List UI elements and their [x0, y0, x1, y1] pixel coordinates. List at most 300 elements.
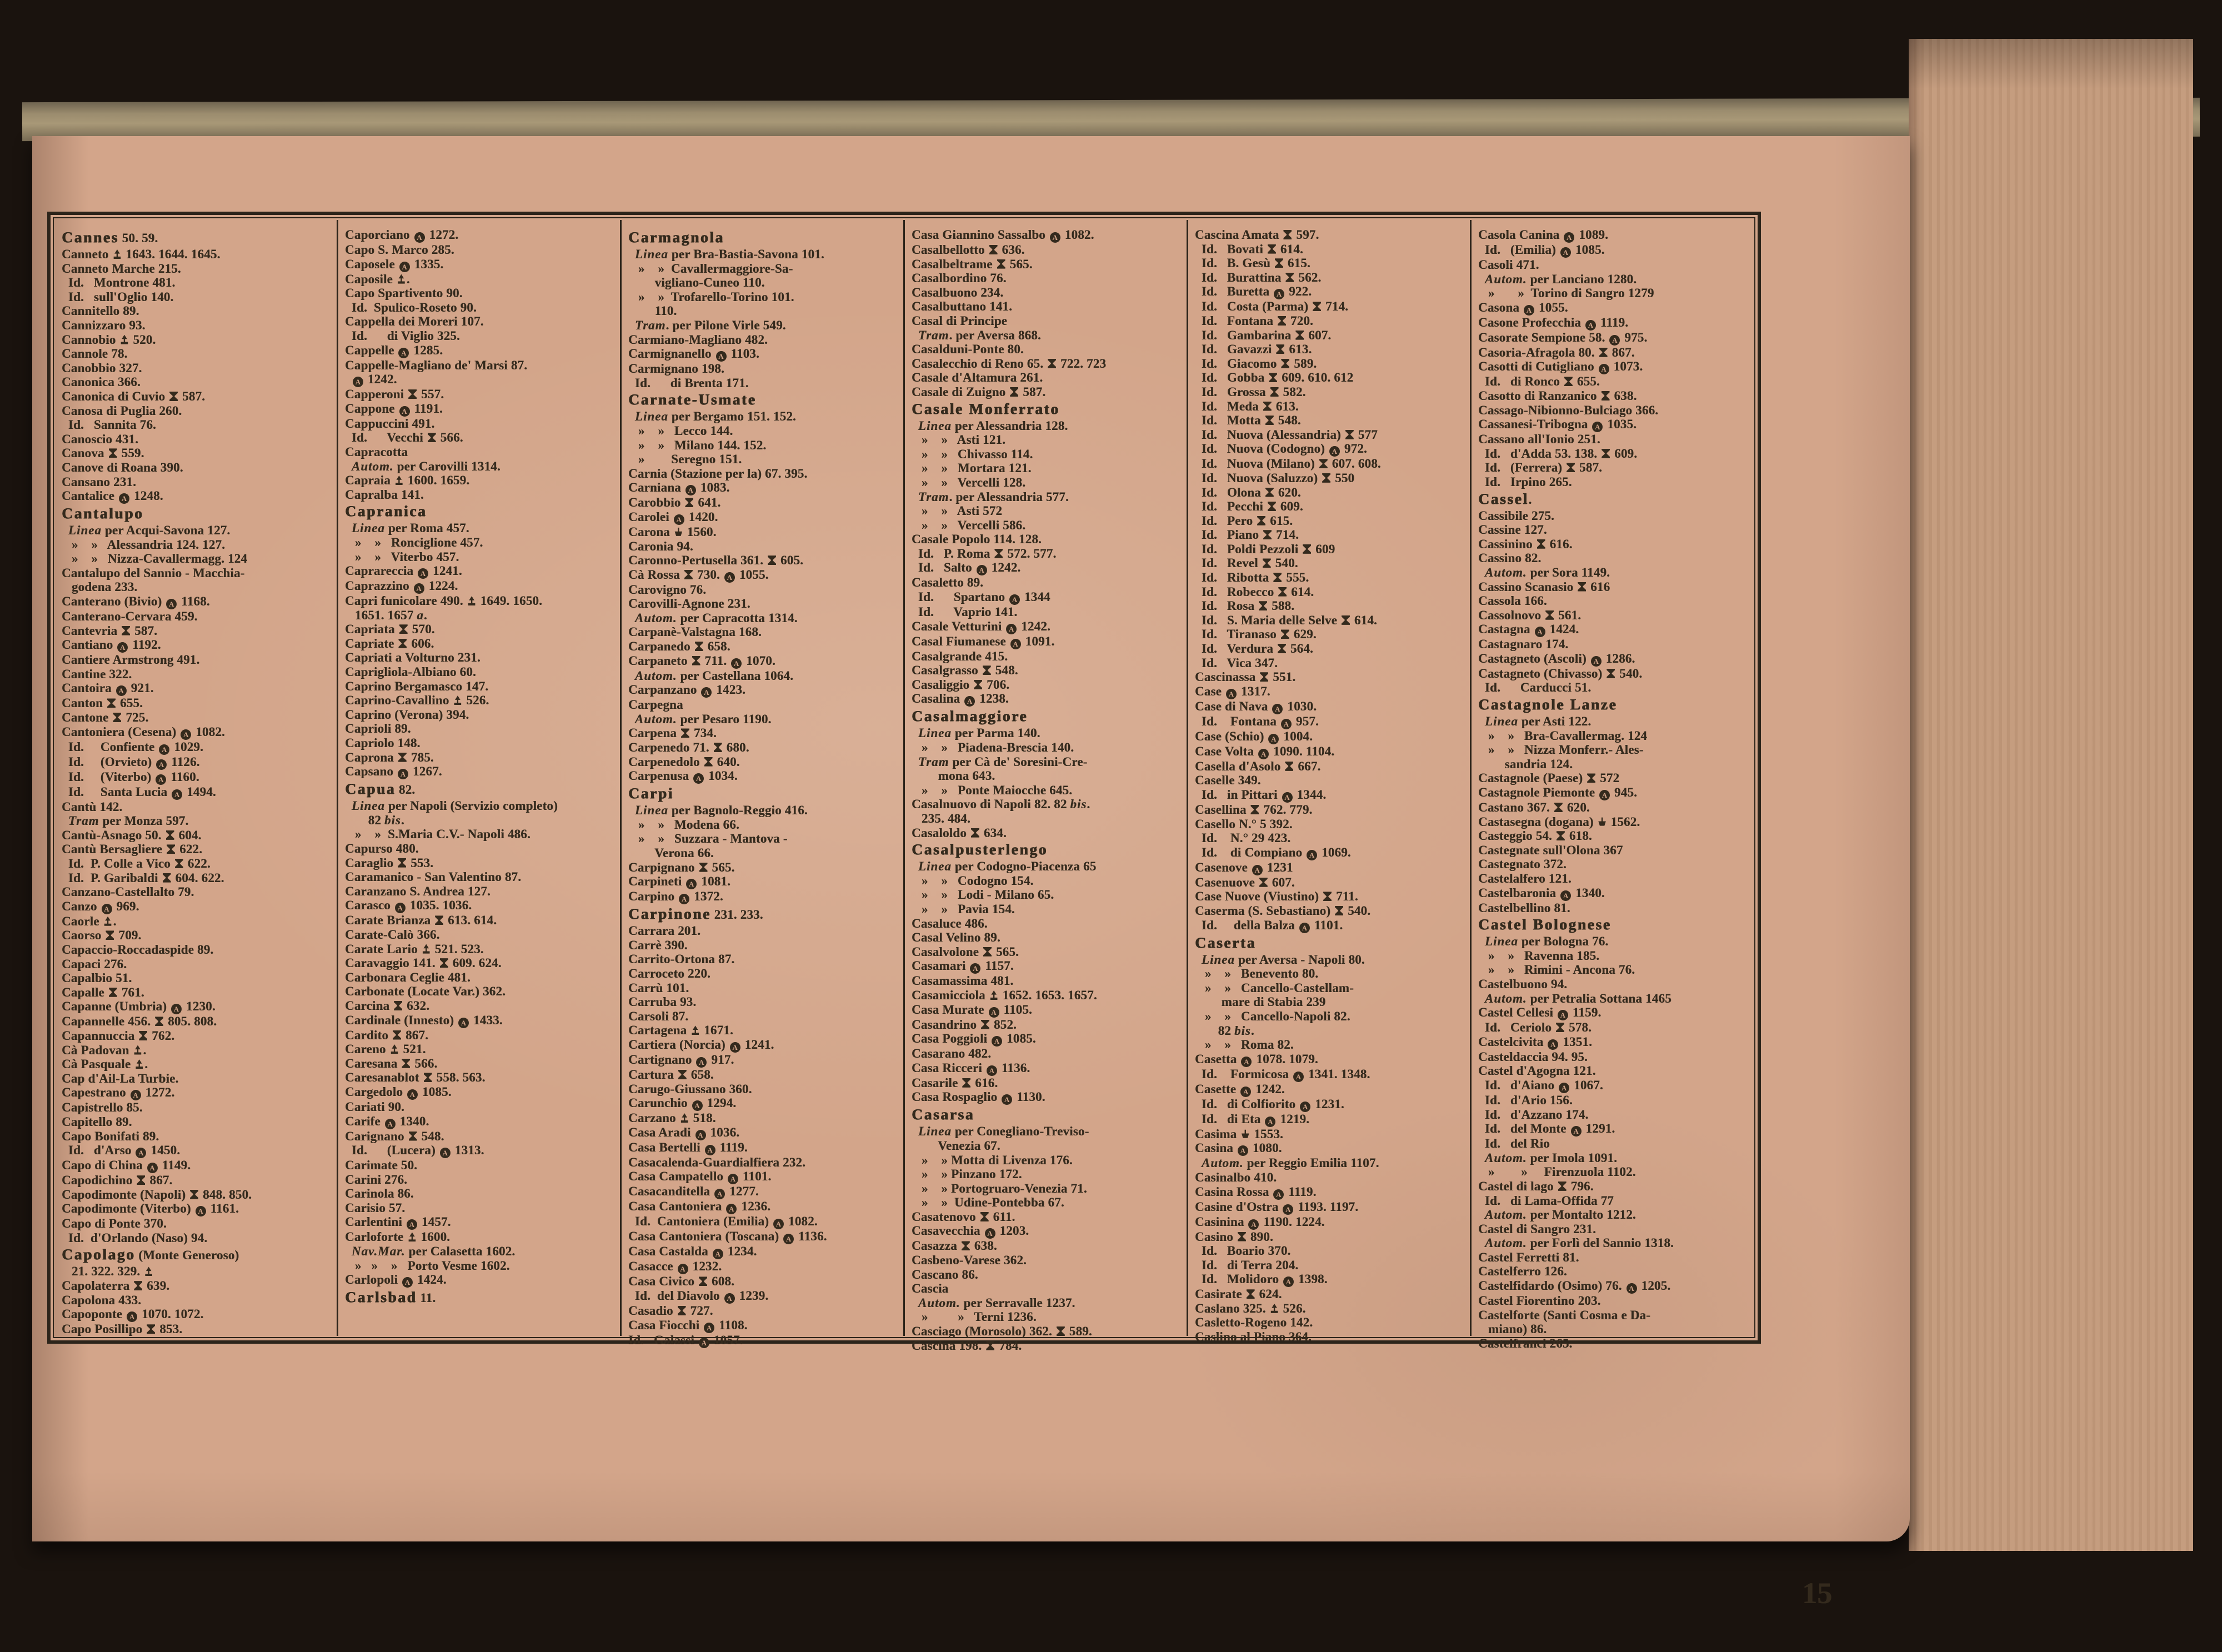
index-line: » » Firenzuola 1102.: [1478, 1165, 1636, 1179]
hourglass-icon: [1285, 273, 1294, 282]
autom-icon: A: [1281, 719, 1292, 729]
index-line: Id. Fontana 720.: [1195, 313, 1313, 328]
hourglass-icon: [1257, 516, 1265, 525]
index-line: Casalgrasso 548.: [912, 663, 1018, 678]
index-line: Id. Boario 370.: [1195, 1244, 1291, 1258]
index-line: » » Vercelli 586.: [912, 518, 1026, 532]
index-line: Cappuccini 491.: [345, 416, 435, 430]
index-line: Cassibile 275.: [1478, 508, 1554, 523]
index-line: Caravaggio 141. 609. 624.: [345, 956, 502, 970]
autom-icon: A: [1609, 335, 1620, 346]
autom-icon: A: [1248, 1219, 1259, 1230]
mast-icon: [422, 944, 431, 954]
index-line: Verona 66.: [628, 846, 714, 860]
index-line: Casale d'Altamura 261.: [912, 371, 1043, 385]
index-line: Carunchio A 1294.: [628, 1096, 737, 1110]
autom-icon: A: [724, 1293, 735, 1304]
hourglass-icon: [1295, 331, 1304, 340]
autom-icon: A: [1009, 594, 1020, 605]
index-line: Castel Fiorentino 203.: [1478, 1294, 1601, 1308]
autom-icon: A: [458, 1018, 469, 1028]
index-line: » » Benevento 80.: [1195, 967, 1319, 981]
autom-icon: A: [1283, 1276, 1294, 1287]
index-line: Capracotta: [345, 444, 408, 459]
index-line: [1478, 695, 1749, 714]
index-line: Casello N.° 5 392.: [1195, 817, 1293, 831]
autom-icon: A: [119, 493, 129, 504]
autom-icon: A: [1293, 1072, 1304, 1082]
index-line: 82 bis.: [345, 813, 404, 827]
index-line: Carbonara Ceglie 481.: [345, 970, 471, 984]
index-line: Id. P. Garibaldi 604. 622.: [62, 870, 224, 885]
hourglass-icon: [989, 245, 998, 254]
index-line: Castelfidardo (Osimo) 76. A 1205.: [1478, 1279, 1671, 1293]
hourglass-icon: [1587, 773, 1595, 783]
book-page: [32, 136, 1910, 1610]
index-line: Caprino (Verona) 394.: [345, 707, 469, 722]
autom-icon: A: [1564, 232, 1574, 243]
index-line: Caprino-Cavallino 526.: [345, 693, 489, 708]
hourglass-icon: [983, 947, 992, 957]
hourglass-icon: [163, 873, 171, 883]
hourglass-icon: [1607, 669, 1615, 678]
index-line: mona 643.: [912, 769, 995, 783]
autom-icon: A: [1300, 1102, 1310, 1112]
index-line: Id. di Terra 204.: [1195, 1258, 1299, 1272]
service-type-label: Tram: [918, 328, 949, 342]
hourglass-icon: [147, 1324, 155, 1334]
service-type-label: Linea: [634, 803, 668, 818]
index-line: 21. 322. 329.: [62, 1264, 332, 1279]
service-type-label: Autom.: [1484, 1236, 1527, 1250]
autom-icon: A: [674, 514, 684, 525]
index-line: Id. Buretta A 922.: [1195, 284, 1312, 299]
index-line: Castelferro 126.: [1478, 1264, 1567, 1279]
index-line: Capua 82.: [345, 780, 416, 798]
index-line: Autom. per Carovilli 1314.: [351, 459, 501, 473]
index-line: » » Trofarello-Torino 101.: [628, 289, 794, 304]
index-line: Cantoira A 921.: [62, 681, 154, 695]
hourglass-icon: [109, 448, 117, 458]
index-line: Castagnole (Paese) 572: [1478, 771, 1620, 785]
autom-icon: A: [1307, 850, 1317, 860]
index-line: Id. Ceriolo 578.: [1478, 1020, 1592, 1035]
hourglass-icon: [399, 624, 408, 634]
mast-icon: [1270, 1304, 1279, 1313]
index-line: Carpenusa A 1034.: [628, 769, 738, 783]
index-line: Castel Ferretti 81.: [1478, 1250, 1579, 1264]
index-line: Canosa di Puglia 260.: [62, 403, 182, 418]
hourglass-icon: [1270, 387, 1279, 397]
autom-icon: A: [985, 1228, 995, 1239]
index-line: Id. Gambarina 607.: [1195, 328, 1332, 342]
index-line: Castano 367. 620.: [1478, 800, 1590, 815]
index-line: » » Portogruaro-Venezia 71.: [912, 1181, 1087, 1195]
index-line: Capalle 761.: [62, 985, 144, 999]
service-type-label: Linea: [634, 247, 668, 261]
index-line: Castagnaro 174.: [1478, 637, 1569, 652]
hourglass-icon: [997, 259, 1005, 269]
service-type-label: Autom.: [1201, 1156, 1244, 1170]
index-line: Castelalfero 121.: [1478, 872, 1572, 885]
index-line: » » Bra-Cavallermag. 124: [1478, 728, 1648, 743]
hourglass-icon: [190, 1190, 198, 1199]
index-line: Carugo-Giussano 360.: [628, 1082, 752, 1096]
index-line: Casletto-Rogeno 142.: [1195, 1315, 1313, 1330]
index-line: Linea per Asti 122.: [1484, 714, 1592, 729]
page-stack-fore-edge: [1909, 39, 2193, 1551]
index-line: Carife A 1340.: [345, 1114, 429, 1128]
index-line: Cardinale (Innesto) A 1433.: [345, 1013, 503, 1027]
index-line: Casina Rossa A 1119.: [1195, 1184, 1317, 1199]
index-line: Carniana A 1083.: [628, 480, 730, 495]
index-line: Carpinone 231. 233.: [628, 905, 763, 923]
index-line: Carmiano-Magliano 482.: [628, 332, 768, 347]
hourglass-icon: [971, 828, 979, 838]
mast-icon: [135, 1059, 143, 1069]
index-line: » » Pinzano 172.: [912, 1167, 1022, 1182]
index-line: Capolaterra 639.: [62, 1279, 170, 1293]
index-line: Cardito 867.: [345, 1028, 429, 1042]
index-line: Casacanditella A 1277.: [628, 1184, 759, 1199]
service-type-label: Autom.: [1484, 1208, 1527, 1222]
index-line: Casa Civico 608.: [628, 1274, 735, 1289]
autom-icon: A: [1238, 1145, 1248, 1156]
index-line: Id. d'Orlando (Naso) 94.: [62, 1230, 208, 1245]
index-line: Capaccio-Roccadaspide 89.: [62, 942, 214, 957]
index-line: Caserma (S. Sebastiano) 540.: [1195, 903, 1371, 918]
autom-icon: A: [1592, 422, 1603, 432]
index-line: miano) 86.: [1478, 1322, 1547, 1336]
autom-icon: A: [716, 351, 727, 362]
index-line: Cascina Amata 597.: [1195, 228, 1319, 242]
autom-icon: A: [385, 1119, 396, 1129]
index-line: Casavecchia A 1203.: [912, 1224, 1029, 1238]
index-line: Carignano 548.: [345, 1129, 444, 1143]
hourglass-icon: [1557, 831, 1565, 840]
index-line: Id. di Lama-Offida 77: [1478, 1193, 1614, 1208]
headword: Casarsa: [912, 1105, 974, 1123]
index-line: Cap d'Ail-La Turbie.: [62, 1071, 179, 1085]
index-line: Carruba 93.: [628, 995, 697, 1009]
autom-icon: A: [713, 1249, 723, 1259]
index-line: Case A 1317.: [1195, 684, 1270, 698]
index-line: Cantiere Armstrong 491.: [62, 653, 200, 667]
hourglass-icon: [122, 626, 130, 635]
index-line: Caranzano S. Andrea 127.: [345, 884, 491, 898]
service-type-label: Linea: [351, 799, 385, 813]
autom-icon: A: [1591, 656, 1602, 667]
hourglass-icon: [394, 1001, 402, 1010]
index-line: Castasegna (dogana) 1562.: [1478, 814, 1640, 829]
index-line: Id. S. Maria delle Selve 614.: [1195, 613, 1377, 627]
index-line: vigliano-Cuneo 110.: [628, 276, 765, 290]
index-line: Canobbio 327.: [62, 361, 142, 375]
index-line: Carpanzano A 1423.: [628, 683, 746, 697]
index-line: Id. d'Aiano A 1067.: [1478, 1078, 1603, 1092]
index-line: Linea per Parma 140.: [918, 726, 1040, 740]
index-line: Capodimonte (Viterbo) A 1161.: [62, 1202, 239, 1216]
index-line: Carpenedo 71. 680.: [628, 740, 749, 755]
hourglass-icon: [428, 433, 436, 442]
index-line: Id. Formicosa A 1341. 1348.: [1195, 1067, 1370, 1081]
index-line: Casirate 624.: [1195, 1287, 1282, 1301]
index-line: Casaliggio 706.: [912, 677, 1010, 692]
index-line: Capitello 89.: [62, 1114, 132, 1129]
service-type-label: Linea: [1201, 952, 1235, 967]
hourglass-icon: [1259, 878, 1268, 887]
index-line: Capolona 433.: [62, 1293, 142, 1307]
autom-icon: A: [1559, 1083, 1569, 1093]
index-line: Casetta A 1078. 1079.: [1195, 1052, 1318, 1066]
hourglass-icon: [134, 1281, 142, 1290]
index-line: » » Ponte Maiocche 645.: [912, 783, 1073, 797]
autom-icon: A: [353, 377, 363, 387]
index-line: Id. d'Adda 53. 138. 609.: [1478, 446, 1638, 460]
service-type-label: Tram: [918, 754, 949, 769]
index-column: [903, 220, 1187, 1353]
index-line: Carpegna: [628, 698, 683, 712]
index-line: Casa Campatello A 1101.: [628, 1169, 772, 1184]
index-line: Id. Rosa 588.: [1195, 599, 1295, 613]
hourglass-icon: [1247, 1289, 1255, 1299]
autom-icon: A: [116, 685, 127, 696]
index-line: Casandrino 852.: [912, 1017, 1017, 1032]
autom-icon: A: [1627, 1283, 1637, 1294]
service-type-label: a: [417, 608, 424, 622]
autom-icon: A: [172, 789, 182, 800]
index-line: Linea per Alessandria 128.: [918, 418, 1068, 433]
service-type-label: Linea: [918, 1124, 952, 1139]
headword: Cannes: [62, 228, 119, 246]
index-line: Id. N.° 29 423.: [1195, 831, 1291, 845]
service-type-label: Linea: [68, 523, 102, 538]
index-line: Id. di Ronco 655.: [1478, 374, 1600, 389]
index-line: Tram. per Aversa 868.: [918, 328, 1041, 342]
index-line: Casenuove 607.: [1195, 875, 1295, 889]
hourglass-icon: [986, 1341, 994, 1350]
hourglass-icon: [678, 1306, 686, 1315]
index-line: Carpanè-Valstagna 168.: [628, 625, 762, 639]
autom-icon: A: [147, 1163, 158, 1173]
index-line: » Seregno 151.: [628, 452, 742, 467]
hourglass-icon: [1283, 230, 1292, 239]
index-column: [620, 220, 903, 1347]
index-line: Id. Carducci 51.: [1478, 680, 1592, 695]
index-line: Id. Nuova (Alessandria) 577: [1195, 427, 1378, 442]
autom-icon: A: [1226, 689, 1237, 699]
index-line: Casal Velino 89.: [912, 930, 1000, 945]
index-line: » » Modena 66.: [628, 817, 739, 832]
autom-icon: A: [679, 894, 689, 904]
index-line: Id. di Viglio 325.: [345, 328, 460, 343]
index-line: Capurso 480.: [345, 842, 419, 855]
index-line: » » Piadena-Brescia 140.: [912, 740, 1074, 755]
index-line: Id. Cantoniera (Emilia) A 1082.: [628, 1214, 818, 1229]
index-line: Capo Spartivento 90.: [345, 286, 463, 301]
hourglass-icon: [983, 665, 991, 675]
autom-icon: A: [1050, 232, 1060, 243]
index-line: Id. del Diavolo A 1239.: [628, 1288, 769, 1303]
hourglass-icon: [1545, 610, 1554, 620]
index-line: Cannitello 89.: [62, 304, 139, 318]
index-line: Capraia 1600. 1659.: [345, 473, 470, 488]
index-line: Cantù 142.: [62, 799, 123, 814]
index-line: Id. Confiente A 1029.: [62, 739, 204, 754]
hourglass-icon: [704, 757, 713, 767]
hourglass-icon: [424, 1073, 432, 1082]
index-line: Carroceto 220.: [628, 966, 710, 980]
mast-icon: [104, 917, 112, 926]
service-type-label: Autom.: [351, 459, 394, 473]
index-line: Tram. per Alessandria 577.: [918, 489, 1069, 504]
index-line: Canoscio 431.: [62, 432, 139, 446]
index-line: Tram per Cà de' Soresini-Cre-: [918, 754, 1088, 769]
index-line: Id. Piano 714.: [1195, 528, 1299, 542]
index-line: Canzo A 969.: [62, 899, 139, 913]
index-line: » » Lodi - Milano 65.: [912, 888, 1054, 902]
index-line: Carovigno 76.: [628, 582, 707, 597]
index-line: Casino 890.: [1195, 1229, 1273, 1244]
index-line: Linea per Bra-Bastia-Savona 101.: [634, 247, 824, 261]
autom-icon: A: [1535, 627, 1545, 637]
index-line: Casalbuttano 141.: [912, 299, 1013, 314]
index-line: » » » Porto Vesme 1602.: [345, 1258, 510, 1273]
index-line: Capo S. Marco 285.: [345, 243, 454, 257]
hourglass-icon: [167, 844, 175, 854]
index-line: Id. (Lucera) A 1313.: [345, 1143, 484, 1158]
hourglass-icon: [137, 1175, 145, 1185]
index-line: Casa Cantoniera (Toscana) A 1136.: [628, 1229, 827, 1244]
index-line: Casteldaccia 94. 95.: [1478, 1049, 1588, 1064]
headword: Castagnole Lanze: [1478, 695, 1618, 713]
index-line: Autom. per Sora 1149.: [1484, 565, 1610, 579]
autom-icon: A: [1548, 1039, 1558, 1050]
autom-icon: A: [701, 687, 712, 698]
headword: Carpinone: [628, 905, 711, 923]
index-line: A 1242.: [345, 372, 615, 387]
hourglass-icon: [169, 392, 178, 401]
index-line: Castelforte (Santi Cosma e Da-: [1478, 1308, 1651, 1322]
index-line: Casine d'Ostra A 1193. 1197.: [1195, 1199, 1359, 1214]
index-line: Capannelle 456. 805. 808.: [62, 1014, 217, 1029]
hourglass-icon: [1537, 539, 1545, 549]
autom-icon: A: [992, 1036, 1002, 1047]
autom-icon: A: [196, 1206, 206, 1217]
index-line: Capoponte A 1070. 1072.: [62, 1307, 204, 1321]
autom-icon: A: [1558, 1010, 1568, 1020]
index-line: Canonica 366.: [62, 375, 141, 389]
index-line: Capistrello 85.: [62, 1100, 143, 1115]
index-line: Linea per Roma 457.: [351, 521, 469, 535]
autom-icon: A: [699, 1338, 709, 1348]
book-top-page-edges: [22, 98, 2200, 141]
autom-icon: A: [970, 963, 980, 974]
index-line: Carpanedo 658.: [628, 639, 730, 654]
index-line: » » Motta di Livenza 176.: [912, 1153, 1073, 1167]
autom-icon: A: [440, 1148, 451, 1158]
index-line: Id. Salto A 1242.: [912, 560, 1021, 575]
index-line: Id. in Pittari A 1344.: [1195, 788, 1327, 802]
index-line: Casa Giannino Sassalbo A 1082.: [912, 228, 1094, 242]
index-line: Casalduni-Ponte 80.: [912, 342, 1024, 357]
index-line: 110.: [628, 304, 677, 318]
hourglass-icon: [1322, 473, 1330, 483]
index-line: Autom. per Forlì del Sannio 1318.: [1484, 1236, 1674, 1250]
index-line: Id. Meda 613.: [1195, 399, 1299, 413]
autom-icon: A: [399, 262, 410, 272]
index-line: Id. Nuova (Saluzzo) 550: [1195, 470, 1355, 485]
index-line: Cassanesi-Tribogna A 1035.: [1478, 417, 1637, 432]
autom-icon: A: [693, 773, 704, 784]
index-line: » » Nizza Monferr.- Ales-: [1478, 743, 1644, 757]
index-line: Id. Robecco 614.: [1195, 584, 1314, 599]
autom-icon: A: [1571, 1126, 1582, 1137]
boat-icon: [1241, 1129, 1249, 1139]
autom-icon: A: [1010, 639, 1021, 649]
index-line: [912, 399, 1182, 419]
boat-icon: [674, 527, 683, 537]
index-line: Capriati a Volturno 231.: [345, 650, 481, 665]
index-line: Canneto Marche 215.: [62, 261, 181, 276]
service-type-label: Autom.: [1484, 991, 1527, 1005]
mast-icon: [990, 990, 998, 1000]
index-line: Id. (Emilia) A 1085.: [1478, 243, 1605, 257]
index-line: Cantiano A 1192.: [62, 638, 161, 652]
index-line: Canzano-Castellalto 79.: [62, 885, 194, 899]
index-line: Caramanico - San Valentino 87.: [345, 870, 522, 884]
index-line: Casalbellotto 636.: [912, 243, 1025, 257]
index-line: Casa Aradi A 1036.: [628, 1125, 740, 1139]
index-line: Id. (Orvieto) A 1126.: [62, 754, 200, 769]
index-line: Linea per Codogno-Piacenza 65: [918, 859, 1097, 874]
autom-icon: A: [678, 1264, 688, 1274]
service-type-label: Autom.: [634, 668, 677, 683]
index-line: Casalecchio di Reno 65. 722. 723: [912, 356, 1107, 371]
hourglass-icon: [1323, 892, 1332, 901]
index-line: Id. di Brenta 171.: [628, 376, 749, 390]
index-line: Casaletto 89.: [912, 575, 984, 590]
index-line: Casalbuono 234.: [912, 285, 1004, 299]
index-line: Id. Ribotta 555.: [1195, 570, 1309, 585]
index-line: Cantine 322.: [62, 667, 132, 681]
index-line: Id. Galassi A 1057.: [628, 1333, 743, 1347]
hourglass-icon: [107, 698, 116, 708]
index-line: mare di Stabia 239: [1195, 995, 1326, 1009]
index-line: Casacce A 1232.: [628, 1259, 722, 1274]
index-line: Linea per Conegliano-Treviso-: [918, 1124, 1089, 1139]
index-line: Nav.Mar. per Calasetta 1602.: [351, 1244, 516, 1259]
hourglass-icon: [681, 728, 689, 738]
index-line: Caprazzino A 1224.: [345, 579, 458, 593]
index-line: Capsano A 1267.: [345, 764, 442, 779]
index-line: [628, 390, 899, 409]
index-line: Cassino Scanasio 616: [1478, 579, 1610, 594]
index-line: Id. Nuova (Milano) 607. 608.: [1195, 457, 1381, 471]
hourglass-icon: [398, 753, 407, 762]
autom-icon: A: [1560, 890, 1571, 901]
index-line: Caprioli 89.: [345, 722, 411, 736]
index-line: [912, 1105, 1182, 1124]
index-line: Capo di China A 1149.: [62, 1158, 191, 1173]
index-line: Autom. per Capracotta 1314.: [634, 610, 798, 625]
hourglass-icon: [994, 549, 1003, 558]
hourglass-icon: [1263, 558, 1271, 568]
index-line: Cà Padovan .: [62, 1043, 147, 1057]
index-line: Autom. per Reggio Emilia 1107.: [1201, 1156, 1379, 1170]
autom-icon: A: [1240, 1087, 1251, 1097]
hourglass-icon: [155, 1017, 163, 1026]
